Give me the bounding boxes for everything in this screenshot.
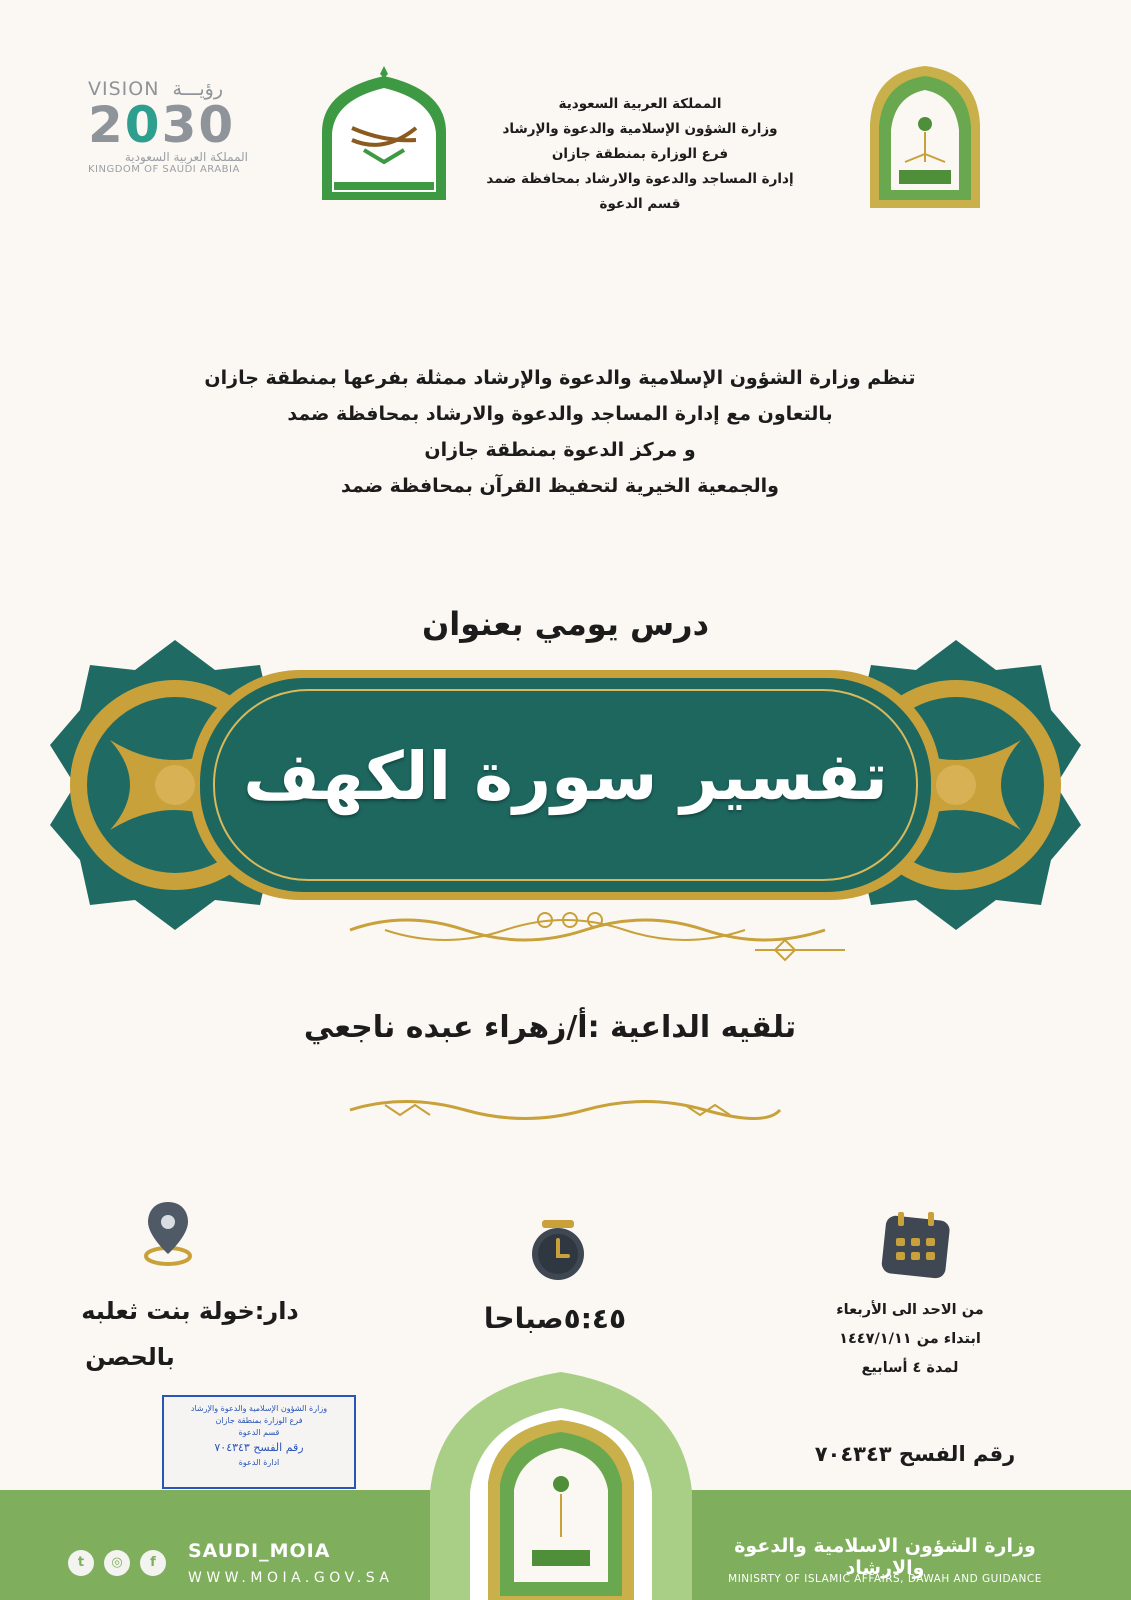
vision-word-ar: رؤيـــة <box>172 78 224 100</box>
lesson-title: تفسير سورة الكهف <box>243 738 888 815</box>
twitter-icon[interactable]: t <box>68 1550 94 1576</box>
vision-year: 2030 <box>88 96 236 154</box>
location-pin-icon <box>140 1198 196 1268</box>
lesson-subtitle: درس يومي بعنوان <box>421 605 710 643</box>
gold-flourish-divider <box>345 905 865 975</box>
ministry-name-en: MINISRTY OF ISLAMIC AFFAIRS, DAWAH AND GUIDANCE <box>728 1573 1042 1585</box>
schedule-line: ابتداء من ١٤٤٧/١/١١ <box>839 1331 981 1347</box>
facebook-icon[interactable]: f <box>140 1550 166 1576</box>
header-text <box>470 92 810 217</box>
gold-flourish-divider <box>345 1085 785 1135</box>
ministry-name-ar: وزارة الشؤون الاسلامية والدعوة والارشاد <box>734 1535 1036 1579</box>
footer-ministry-emblem <box>430 1372 692 1600</box>
header-line: فرع الوزارة بمنطقة جازان <box>551 146 729 162</box>
time-text: ٥:٤٥صباحا <box>483 1302 627 1335</box>
approval-stamp: وزارة الشؤون الإسلامية والدعوة والإرشاد فرع الوزارة بمنطقة جازان قسم الدعوة رقم الفسح ٧٠٤٣٤٣ ادارة الدعوة <box>162 1395 356 1489</box>
permit-number: رقم الفسح ٧٠٤٣٤٣ <box>814 1442 1016 1466</box>
header-line: إدارة المساجد والدعوة والارشاد بمحافظة ضمد <box>486 171 794 187</box>
location-text <box>55 1288 325 1380</box>
speaker-line: تلقيه الداعية :أ/زهراء عبده ناجعي <box>303 1010 797 1045</box>
header-line: قسم الدعوة <box>599 196 681 212</box>
instagram-icon[interactable]: ◎ <box>104 1550 130 1576</box>
calendar-icon <box>880 1208 952 1280</box>
quran-society-logo <box>312 62 457 204</box>
intro-line: والجمعية الخيرية لتحفيظ القرآن بمحافظة ضمد <box>340 475 779 497</box>
vision-2030-logo <box>88 78 258 188</box>
schedule-text <box>800 1296 1020 1383</box>
intro-line: بالتعاون مع إدارة المساجد والدعوة والارشاد بمحافظة ضمد <box>287 403 833 425</box>
schedule-line: من الاحد الى الأربعاء <box>836 1302 984 1318</box>
intro-paragraph <box>200 360 920 504</box>
schedule-line: لمدة ٤ أسابيع <box>861 1360 959 1376</box>
social-handle[interactable]: SAUDI_MOIA <box>188 1540 331 1562</box>
header-line: وزارة الشؤون الإسلامية والدعوة والإرشاد <box>502 121 778 137</box>
vision-country-en: KINGDOM OF SAUDI ARABIA <box>88 164 240 175</box>
intro-line: تنظم وزارة الشؤون الإسلامية والدعوة والإرشاد ممثلة بفرعها بمنطقة جازان <box>204 367 916 389</box>
website-link[interactable]: WWW.MOIA.GOV.SA <box>188 1570 394 1586</box>
location-line: دار:خولة بنت ثعلبه <box>81 1297 299 1325</box>
ministry-emblem <box>865 62 985 212</box>
alarm-clock-icon <box>528 1218 588 1282</box>
header-line: المملكة العربية السعودية <box>558 96 722 112</box>
location-line: بالحصن <box>85 1343 175 1371</box>
vision-country-ar: المملكة العربية السعودية <box>124 150 248 164</box>
intro-line: و مركز الدعوة بمنطقة جازان <box>424 439 696 461</box>
vision-word-en: VISION <box>88 78 160 100</box>
